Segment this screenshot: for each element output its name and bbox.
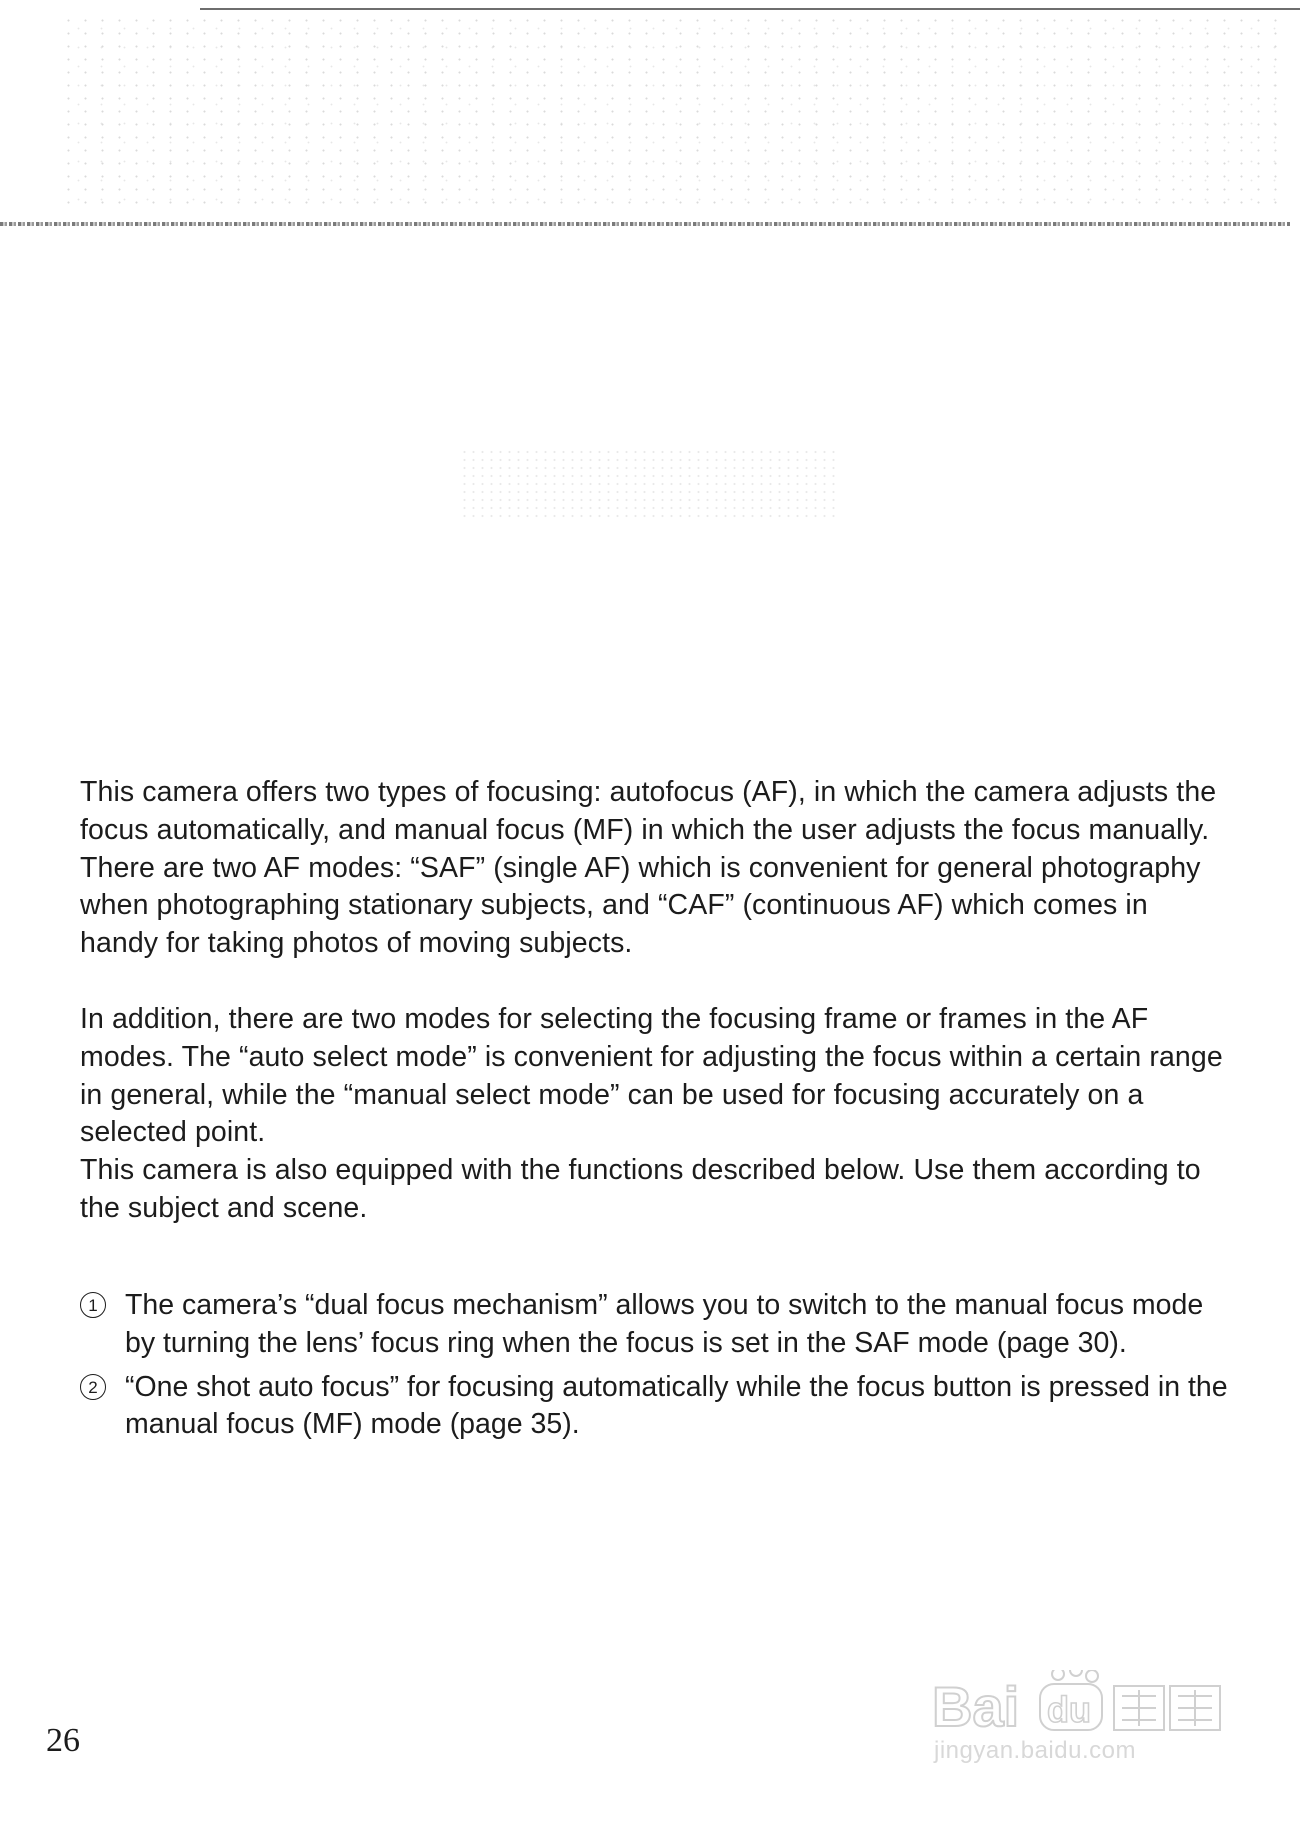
faded-section-title [460, 448, 840, 518]
header-top-rule [200, 8, 1300, 10]
paragraph-gap [80, 963, 1230, 1001]
list-item [80, 1287, 1230, 1363]
list-item-text: The camera’s “dual focus mechanism” allows you to switch to the manual focus mode by turning the lens’ focus ring when the focus is set in the SAF mode (page 30). [125, 1289, 1204, 1359]
page-number: 26 [46, 1722, 80, 1759]
paragraph-focus-types: This camera offers two types of focusing: autofocus (AF), in which the camera adjusts the focus automatically, and manual focus (MF) in which the user adjusts the focus manually. [80, 776, 1217, 846]
watermark-url: jingyan.baidu.com [934, 1737, 1136, 1764]
body-text [80, 774, 1230, 1228]
header-faded-texture [60, 14, 1290, 214]
svg-text:du: du [1047, 1689, 1091, 1730]
list-item-text: “One shot auto focus” for focusing automatically while the focus button is pressed in the manual focus (MF) mode (page 35). [125, 1370, 1228, 1441]
circled-number-marker: 1 [80, 1292, 106, 1318]
paragraph-functions-intro: This camera is also equipped with the functions described below. Use them according to the subject and scene. [80, 1154, 1201, 1224]
header-band [0, 0, 1312, 232]
baidu-watermark [930, 1630, 1230, 1770]
header-bottom-rule [0, 222, 1290, 226]
circled-number-marker: 2 [80, 1374, 106, 1400]
paragraph-af-modes: There are two AF modes: “SAF” (single AF) which is convenient for general photography when photographing stationary subjects, and “CAF” (continuous AF) which comes in handy for taking photos of moving subjects. [80, 851, 1201, 960]
svg-text:Bai: Bai [932, 1675, 1020, 1738]
list-item [80, 1369, 1230, 1445]
paragraph-frame-selection: In addition, there are two modes for selecting the focusing frame or frames in the AF modes. The “auto select mode” is convenient for adjusting the focus within a certain range in general, while the “manual select mode” can be used for focusing accurately on a selected point. [80, 1002, 1223, 1149]
baidu-logo-icon [930, 1670, 1230, 1740]
function-list [80, 1287, 1230, 1450]
